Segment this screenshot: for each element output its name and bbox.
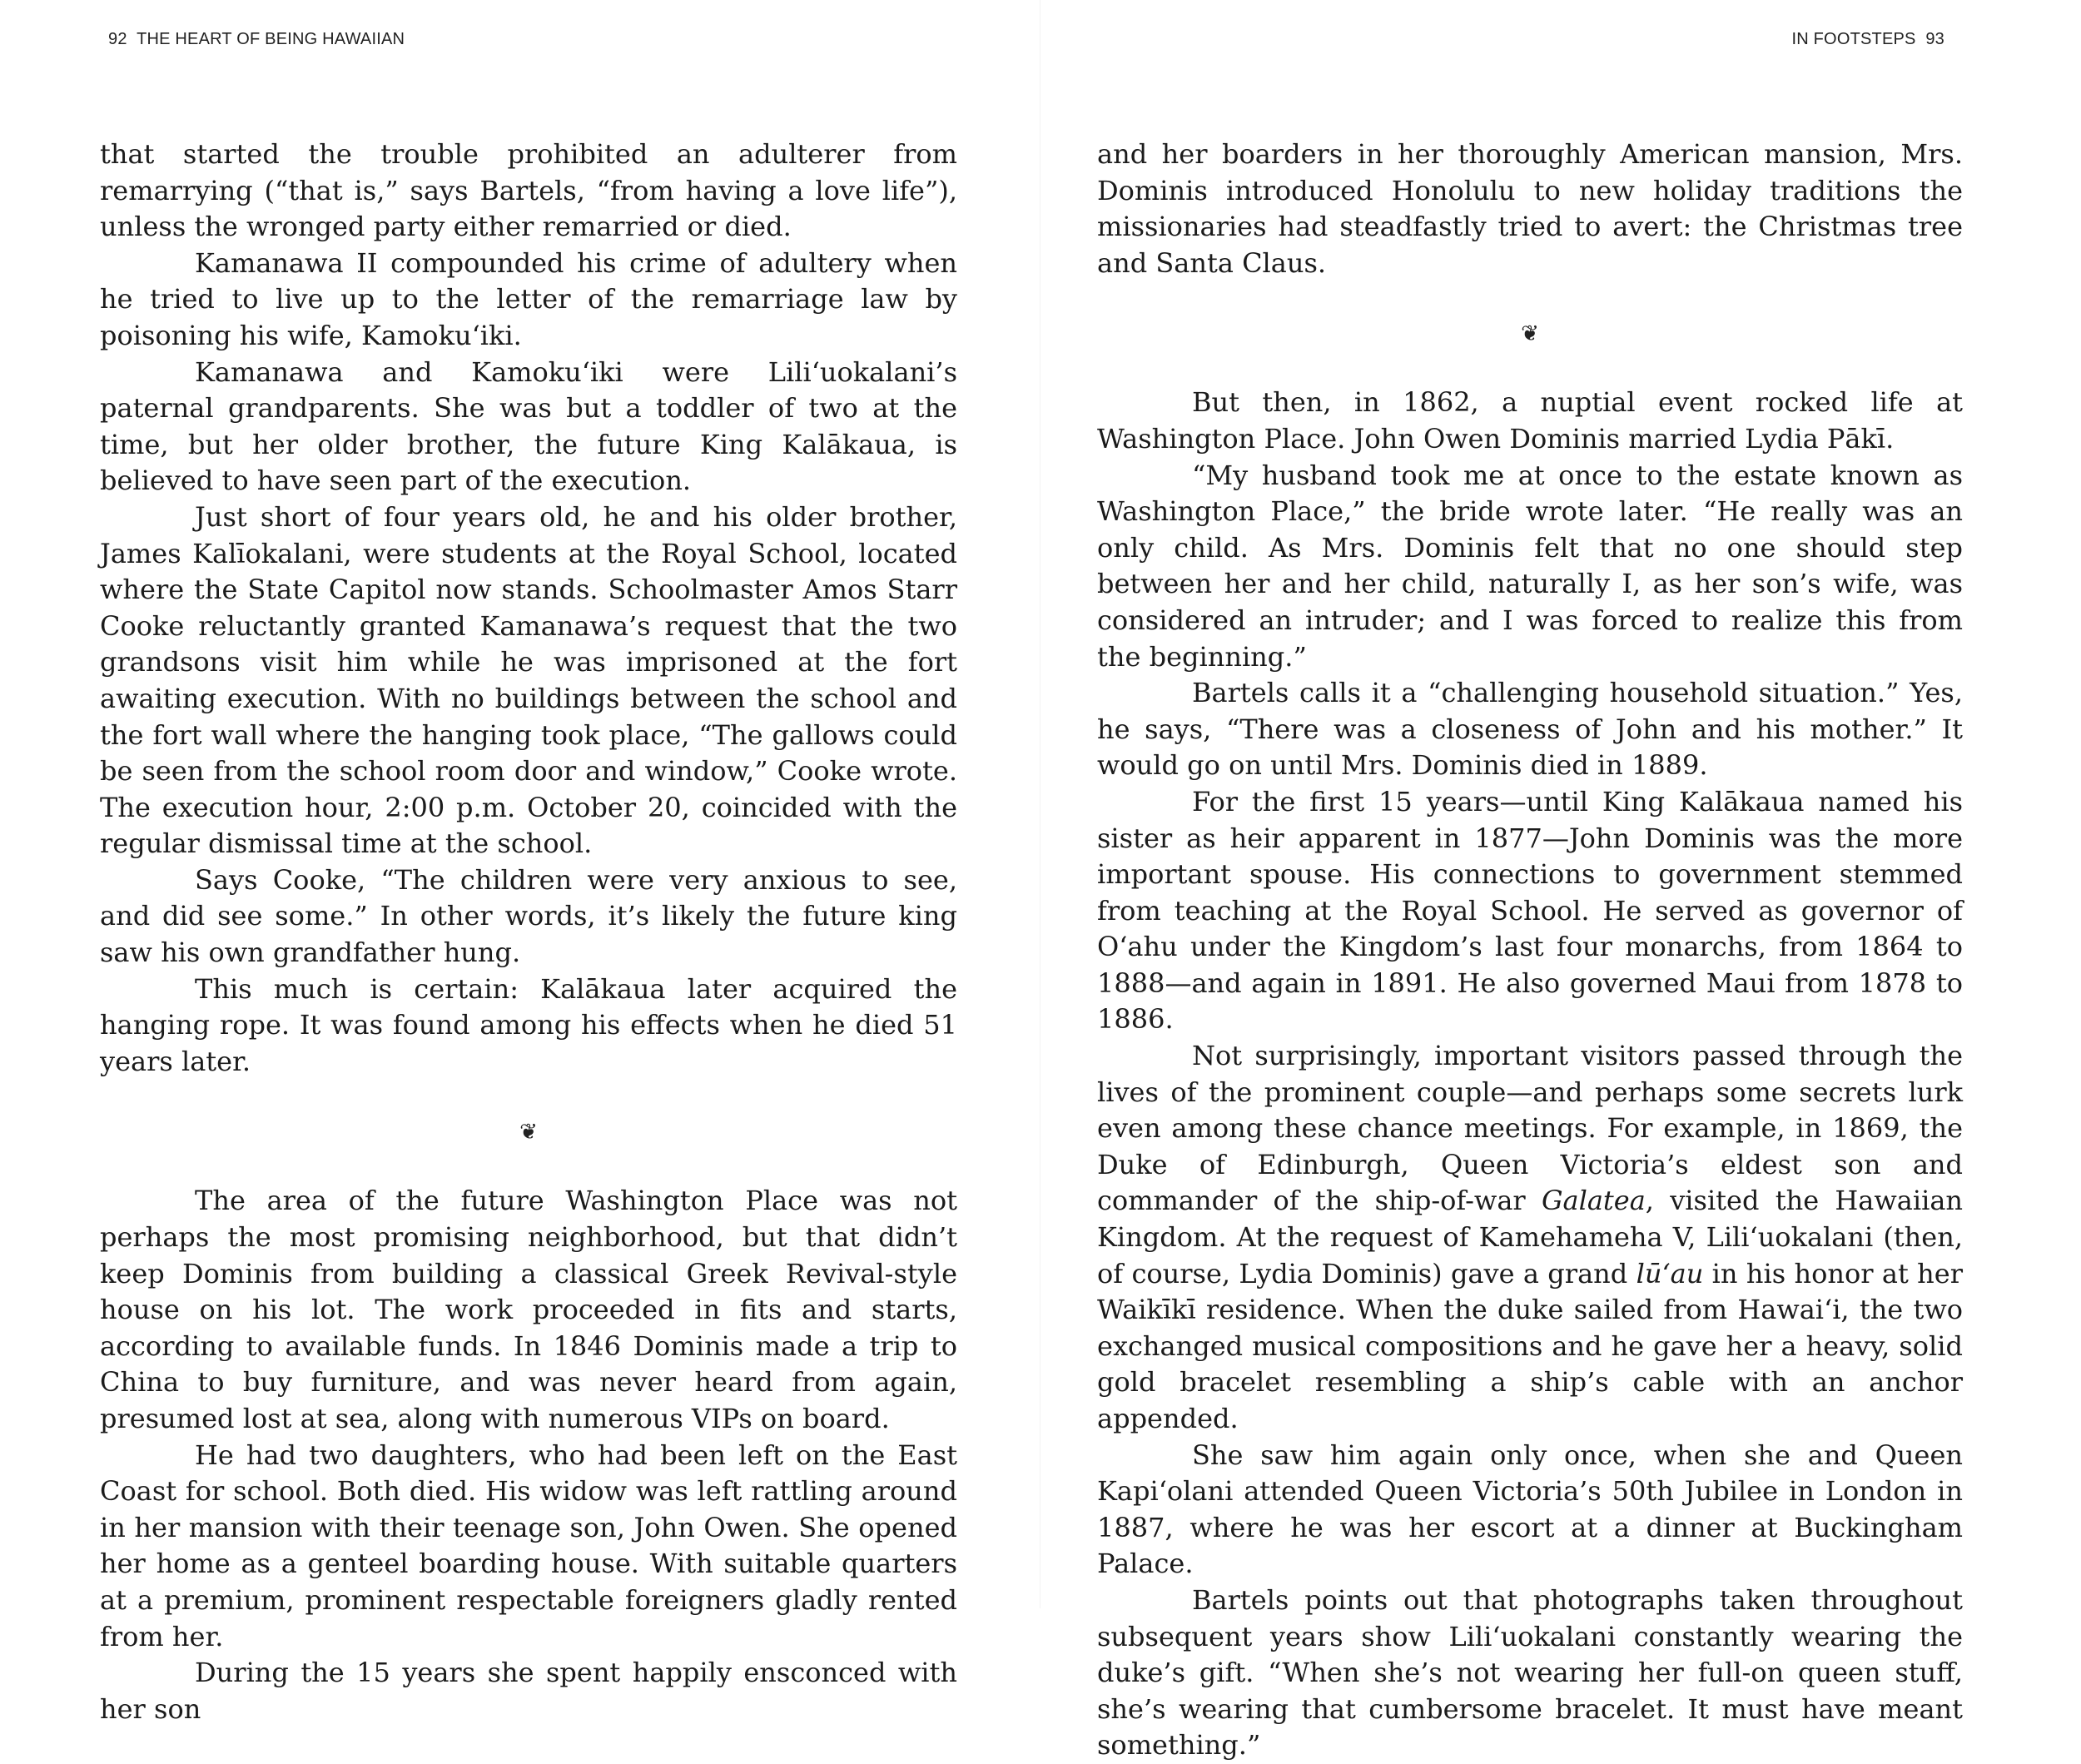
paragraph: The area of the future Washington Place was not perhaps the most promising neighborhood, but that didn’t keep Dominis from building a classical Greek Revival-style house on his lot. The work proceeded in fits and starts, according to available funds. In 1846 Dominis made a trip to China to buy furniture, and was never heard from again, presumed lost at sea, along with numerous VIPs on board.: [100, 1185, 957, 1434]
right-running-head: [1791, 30, 1949, 49]
hawaiian-term: lū‘au: [1636, 1257, 1704, 1289]
right-body-text: [1097, 137, 1963, 1764]
right-page-number: 93: [1925, 30, 1944, 48]
left-body-text: [100, 137, 957, 1727]
paragraph: Just short of four years old, he and his older brother, James Kalīokalani, were students at the Royal School, located where the State Capitol now stands. Schoolmaster Amos Starr Cooke reluctantly granted Kamanawa’s request that the two grandsons visit him while he was imprisoned at the fort awaiting execution. With no buildings between the school and the fort wall where the hanging took place, “The gallows could be seen from the school room door and window,” Cooke wrote. The execution hour, 2:00 p.m. October 20, coincided with the regular dismissal time at the school.: [100, 500, 957, 860]
text-run: , visited the Hawaiian Kingdom. At the request of Kamehameha V, Lili‘uokalani (then, of course, Lydia Dominis) gave a grand: [1097, 1185, 1964, 1289]
paragraph: Kamanawa and Kamoku‘iki were Lili‘uokalani’s paternal grandparents. She was but a toddler of two at the time, but her older brother, the future King Kalākaua, is believed to have seen part of the execution.: [100, 355, 957, 497]
section-break-ornament: ❦: [1521, 321, 1539, 347]
left-running-head: [103, 30, 405, 49]
paragraph: She saw him again only once, when she and Queen Kapi‘olani attended Queen Victoria’s 50th Jubilee in London in 1887, where he was her escort at a dinner at Buckingham Palace.: [1097, 1439, 1963, 1580]
paragraph: Bartels points out that photographs taken throughout subsequent years show Lili‘uokalani constantly wearing the duke’s gift. “When she’s not wearing her full-on queen stuff, she’s wearing that cumbersome bracelet. It must have meant something.”: [1097, 1583, 1963, 1762]
paragraph-visitors: [1097, 1038, 1963, 1438]
paragraph: This much is certain: Kalākaua later acquired the hanging rope. It was found among his effects when he died 51 years later.: [100, 972, 957, 1077]
paragraph: Kamanawa II compounded his crime of adultery when he tried to live up to the letter of the remarriage law by poisoning his wife, Kamoku‘iki.: [100, 246, 957, 351]
text-run: in his honor at her Waikīkī residence. When the duke sailed from Hawai‘i, the two exchanged musical compositions and he gave her a heavy, solid gold bracelet resembling a ship’s cable with an anchor appended.: [1097, 1257, 1964, 1434]
paragraph: But then, in 1862, a nuptial event rocked life at Washington Place. John Owen Dominis married Lydia Pākī.: [1097, 386, 1963, 455]
paragraph: Bartels calls it a “challenging household situation.” Yes, he says, “There was a closeness of John and his mother.” It would go on until Mrs. Dominis died in 1889.: [1097, 677, 1963, 782]
text-run: Not surprisingly, important visitors passed through the lives of the prominent couple—and perhaps some secrets lurk even among these chance meetings. For example, in 1869, the Duke of Edinburgh, Queen Victoria’s eldest son and commander of the ship-of-war: [1097, 1040, 1963, 1217]
paragraph: He had two daughters, who had been left on the East Coast for school. Both died. His widow was left rattling around in her mansion with their teenage son, John Owen. She opened her home as a genteel boarding house. With suitable quarters at a premium, prominent respectable foreigners gladly rented from her.: [100, 1439, 957, 1652]
paragraph: Says Cooke, “The children were very anxious to see, and did see some.” In other words, it’s likely the future king saw his own grandfather hung.: [100, 863, 957, 969]
paragraph: During the 15 years she spent happily ensconced with her son: [100, 1657, 957, 1725]
ship-name: Galatea: [1541, 1185, 1646, 1217]
paragraph: that started the trouble prohibited an adulterer from remarrying (“that is,” says Bartels, “from having a love life”), unless the wronged party either remarried or died.: [100, 138, 957, 243]
section-break-ornament: ❦: [519, 1120, 538, 1145]
paragraph: For the first 15 years—until King Kalākaua named his sister as heir apparent in 1877—John Dominis was the more important spouse. His connections to government stemmed from teaching at the Royal School. He served as governor of O‘ahu under the Kingdom’s last four monarchs, from 1864 to 1888—and again in 1891. He also governed Maui from 1878 to 1886.: [1097, 785, 1963, 1036]
left-page: [0, 0, 1040, 1725]
paragraph: “My husband took me at once to the estate known as Washington Place,” the bride wrote later. “He really was an only child. As Mrs. Dominis felt that no one should step between her and her child, naturally I, as her son’s wife, was considered an intruder; and I was forced to realize this from the beginning.”: [1097, 459, 1963, 673]
paragraph: and her boarders in her thoroughly American mansion, Mrs. Dominis introduced Honolulu to new holiday traditions the missionaries had steadfastly tried to avert: the Christmas tree and Santa Claus.: [1097, 138, 1963, 279]
left-running-title: THE HEART OF BEING HAWAIIAN: [137, 30, 405, 48]
left-page-number: 92: [108, 30, 127, 48]
right-running-title: IN FOOTSTEPS: [1791, 30, 1916, 48]
right-page: [1040, 0, 2081, 1762]
